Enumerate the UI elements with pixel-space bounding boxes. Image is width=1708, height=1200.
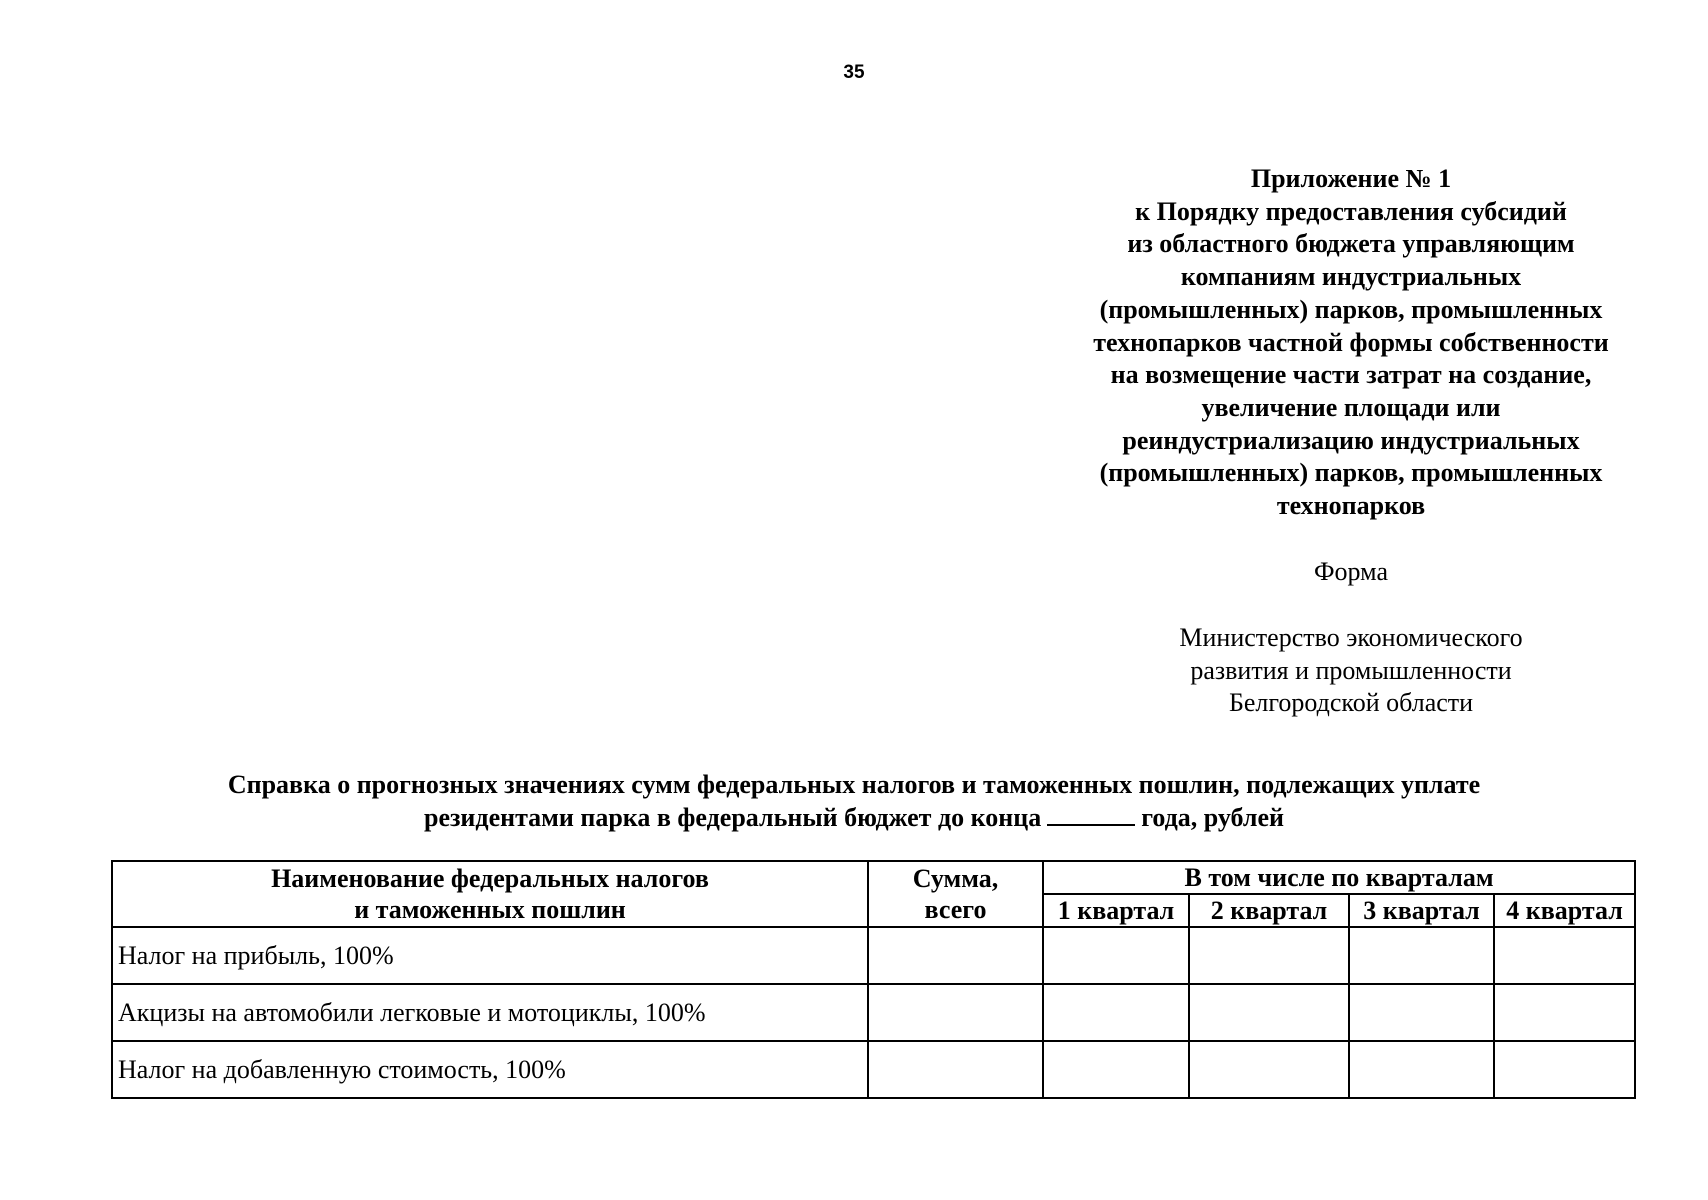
cell-quarter-4[interactable] — [1494, 984, 1635, 1041]
header-tax-name-line-1: Наименование федеральных налогов — [271, 864, 709, 893]
appendix-line: на возмещение части затрат на создание, — [1110, 360, 1592, 390]
cell-total[interactable] — [868, 1041, 1043, 1098]
tax-forecast-table — [111, 860, 1636, 1099]
header-total-line-2: всего — [924, 895, 987, 924]
cell-quarter-1[interactable] — [1043, 927, 1189, 984]
appendix-line: технопарков частной формы собственности — [1093, 327, 1609, 357]
cell-quarter-3[interactable] — [1349, 927, 1494, 984]
header-tax-name-line-2: и таможенных пошлин — [354, 895, 626, 924]
cell-total[interactable] — [868, 984, 1043, 1041]
ministry-line: Белгородской области — [1228, 688, 1474, 718]
document-title — [100, 768, 1608, 834]
form-label: Форма — [1314, 557, 1388, 586]
header-total-line-1: Сумма, — [912, 864, 999, 893]
header-quarter-4: 4 квартал — [1494, 894, 1635, 927]
appendix-heading — [1046, 163, 1656, 523]
header-total — [868, 861, 1043, 927]
year-blank-field[interactable] — [1047, 804, 1135, 826]
header-quarters-group: В том числе по кварталам — [1043, 861, 1635, 894]
cell-quarter-4[interactable] — [1494, 1041, 1635, 1098]
ministry-line: развития и промышленности — [1190, 655, 1512, 685]
appendix-line: (промышленных) парков, промышленных — [1099, 294, 1603, 324]
document-title-line-1: Справка о прогнозных значениях сумм федеральных налогов и таможенных пошлин, подлежащих уплате — [227, 770, 1481, 799]
row-tax-name: Акцизы на автомобили легковые и мотоциклы, 100% — [112, 984, 868, 1041]
header-tax-name — [112, 861, 868, 927]
cell-quarter-1[interactable] — [1043, 984, 1189, 1041]
appendix-line: из областного бюджета управляющим — [1127, 229, 1575, 259]
row-tax-name: Налог на добавленную стоимость, 100% — [112, 1041, 868, 1098]
appendix-line: увеличение площади или — [1201, 392, 1501, 422]
cell-quarter-2[interactable] — [1189, 927, 1349, 984]
appendix-line: реиндустриализацию индустриальных — [1122, 425, 1580, 455]
cell-quarter-4[interactable] — [1494, 927, 1635, 984]
table-row — [112, 927, 1635, 984]
table-row — [112, 984, 1635, 1041]
ministry-addressee — [1046, 622, 1656, 720]
appendix-line: Приложение № 1 — [1250, 164, 1452, 193]
ministry-line: Министерство экономического — [1179, 623, 1523, 652]
title-text-before-blank: резидентами парка в федеральный бюджет до конца — [423, 803, 1042, 832]
page-number: 35 — [843, 62, 865, 83]
header-quarter-1: 1 квартал — [1043, 894, 1189, 927]
cell-quarter-3[interactable] — [1349, 984, 1494, 1041]
row-tax-name: Налог на прибыль, 100% — [112, 927, 868, 984]
title-text-after-blank: года, рублей — [1141, 803, 1285, 832]
appendix-line: компаниям индустриальных — [1180, 262, 1522, 292]
cell-quarter-2[interactable] — [1189, 984, 1349, 1041]
document-title-line-2 — [100, 801, 1608, 834]
cell-quarter-2[interactable] — [1189, 1041, 1349, 1098]
appendix-line: к Порядку предоставления субсидий — [1135, 196, 1567, 226]
cell-quarter-3[interactable] — [1349, 1041, 1494, 1098]
header-quarter-2: 2 квартал — [1189, 894, 1349, 927]
header-quarter-3: 3 квартал — [1349, 894, 1494, 927]
appendix-line: (промышленных) парков, промышленных — [1099, 458, 1603, 488]
cell-quarter-1[interactable] — [1043, 1041, 1189, 1098]
cell-total[interactable] — [868, 927, 1043, 984]
appendix-line: технопарков — [1276, 491, 1426, 521]
table-row — [112, 1041, 1635, 1098]
